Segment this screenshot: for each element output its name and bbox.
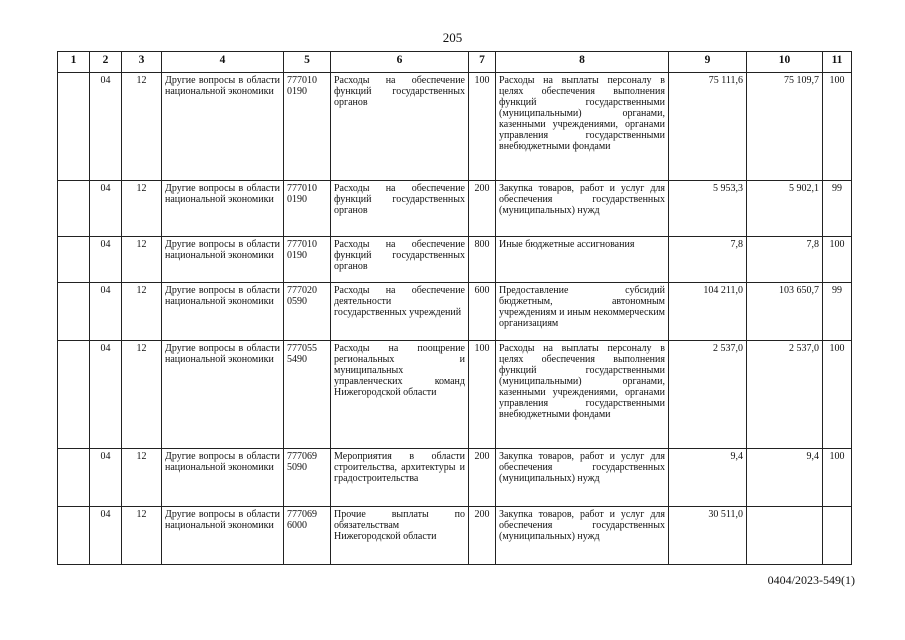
code-part: 777020 (287, 285, 317, 296)
cell-section-name: Другие вопросы в области национальной экономики (162, 507, 284, 565)
cell-expense-name: Предоставление субсидий бюджетным, автономным учреждениям и иным некоммерческим организациям (496, 283, 669, 341)
cell-target-code (284, 73, 331, 181)
cell-section: 04 (90, 237, 122, 283)
header-cell: 3 (122, 52, 162, 73)
header-cell: 1 (58, 52, 90, 73)
table-row (58, 341, 852, 449)
page-number: 205 (442, 30, 463, 45)
code-part: 0190 (287, 250, 307, 261)
cell-subsection: 12 (122, 507, 162, 565)
cell-target-name: Расходы на обеспечение функций государственных органов (331, 181, 469, 237)
cell-col1 (58, 73, 90, 181)
cell-section-name: Другие вопросы в области национальной экономики (162, 181, 284, 237)
table-row (58, 73, 852, 181)
cell-percent: 100 (823, 449, 852, 507)
cell-col1 (58, 449, 90, 507)
cell-actual: 75 109,7 (747, 73, 823, 181)
code-part: 777055 (287, 343, 317, 354)
cell-section-name: Другие вопросы в области национальной экономики (162, 341, 284, 449)
cell-actual (747, 507, 823, 565)
table-row (58, 283, 852, 341)
cell-actual: 5 902,1 (747, 181, 823, 237)
cell-col1 (58, 341, 90, 449)
code-part: 777010 (287, 239, 317, 250)
cell-expense-name: Иные бюджетные ассигнования (496, 237, 669, 283)
cell-section: 04 (90, 181, 122, 237)
cell-percent (823, 507, 852, 565)
header-cell: 2 (90, 52, 122, 73)
cell-section-name: Другие вопросы в области национальной экономики (162, 449, 284, 507)
table-header-row (58, 52, 852, 73)
code-part: 777010 (287, 75, 317, 86)
cell-expense-type: 200 (469, 449, 496, 507)
cell-section-name: Другие вопросы в области национальной экономики (162, 237, 284, 283)
cell-col1 (58, 237, 90, 283)
cell-section: 04 (90, 283, 122, 341)
table-row (58, 507, 852, 565)
header-cell: 4 (162, 52, 284, 73)
cell-target-name: Расходы на обеспечение функций государственных органов (331, 73, 469, 181)
cell-percent: 99 (823, 181, 852, 237)
cell-expense-type: 600 (469, 283, 496, 341)
code-part: 777069 (287, 509, 317, 520)
cell-expense-type: 200 (469, 507, 496, 565)
cell-planned: 30 511,0 (669, 507, 747, 565)
cell-actual: 7,8 (747, 237, 823, 283)
cell-section: 04 (90, 341, 122, 449)
cell-section: 04 (90, 73, 122, 181)
cell-subsection: 12 (122, 73, 162, 181)
cell-expense-type: 100 (469, 341, 496, 449)
cell-expense-name: Расходы на выплаты персоналу в целях обеспечения выполнения функций государственными (муниципальными) органами, казенными учреждениями, органами управления государственными внебюджетными фондами (496, 341, 669, 449)
cell-expense-name: Закупка товаров, работ и услуг для обеспечения государственных (муниципальных) нужд (496, 507, 669, 565)
header-cell: 8 (496, 52, 669, 73)
cell-section-name: Другие вопросы в области национальной экономики (162, 283, 284, 341)
cell-expense-name: Закупка товаров, работ и услуг для обеспечения государственных (муниципальных) нужд (496, 181, 669, 237)
cell-expense-type: 100 (469, 73, 496, 181)
code-part: 0590 (287, 296, 307, 307)
table-row (58, 449, 852, 507)
table-row (58, 181, 852, 237)
header-cell: 7 (469, 52, 496, 73)
cell-section: 04 (90, 449, 122, 507)
document-id: 0404/2023-549(1) (767, 573, 855, 587)
cell-planned: 2 537,0 (669, 341, 747, 449)
cell-target-code (284, 237, 331, 283)
code-part: 5490 (287, 354, 307, 365)
cell-planned: 7,8 (669, 237, 747, 283)
code-part: 6000 (287, 520, 307, 531)
cell-target-name: Прочие выплаты по обязательствам Нижегородской области (331, 507, 469, 565)
cell-expense-name: Закупка товаров, работ и услуг для обеспечения государственных (муниципальных) нужд (496, 449, 669, 507)
cell-target-code (284, 507, 331, 565)
cell-planned: 104 211,0 (669, 283, 747, 341)
cell-section: 04 (90, 507, 122, 565)
code-part: 777010 (287, 183, 317, 194)
code-part: 777069 (287, 451, 317, 462)
code-part: 5090 (287, 462, 307, 473)
cell-target-code (284, 283, 331, 341)
cell-expense-type: 800 (469, 237, 496, 283)
cell-target-name: Мероприятия в области строительства, архитектуры и градостроительства (331, 449, 469, 507)
cell-section-name: Другие вопросы в области национальной экономики (162, 73, 284, 181)
cell-subsection: 12 (122, 449, 162, 507)
header-cell: 6 (331, 52, 469, 73)
cell-subsection: 12 (122, 237, 162, 283)
cell-expense-type: 200 (469, 181, 496, 237)
cell-col1 (58, 283, 90, 341)
code-part: 0190 (287, 194, 307, 205)
cell-planned: 9,4 (669, 449, 747, 507)
header-cell: 11 (823, 52, 852, 73)
cell-col1 (58, 507, 90, 565)
cell-percent: 99 (823, 283, 852, 341)
cell-target-name: Расходы на обеспечение функций государственных органов (331, 237, 469, 283)
budget-table (57, 51, 852, 565)
cell-actual: 2 537,0 (747, 341, 823, 449)
cell-target-name: Расходы на обеспечение деятельности государственных учреждений (331, 283, 469, 341)
cell-target-code (284, 341, 331, 449)
header-cell: 10 (747, 52, 823, 73)
cell-expense-name: Расходы на выплаты персоналу в целях обеспечения выполнения функций государственными (муниципальными) органами, казенными учреждениями, органами управления государственными внебюджетными фондами (496, 73, 669, 181)
cell-target-code (284, 181, 331, 237)
header-cell: 9 (669, 52, 747, 73)
cell-target-name: Расходы на поощрение региональных и муниципальных управленческих команд Нижегородской области (331, 341, 469, 449)
cell-target-code (284, 449, 331, 507)
code-part: 0190 (287, 86, 307, 97)
cell-subsection: 12 (122, 283, 162, 341)
cell-actual: 9,4 (747, 449, 823, 507)
cell-planned: 75 111,6 (669, 73, 747, 181)
cell-subsection: 12 (122, 181, 162, 237)
cell-percent: 100 (823, 73, 852, 181)
cell-percent: 100 (823, 341, 852, 449)
cell-col1 (58, 181, 90, 237)
cell-actual: 103 650,7 (747, 283, 823, 341)
cell-percent: 100 (823, 237, 852, 283)
cell-subsection: 12 (122, 341, 162, 449)
table-row (58, 237, 852, 283)
header-cell: 5 (284, 52, 331, 73)
cell-planned: 5 953,3 (669, 181, 747, 237)
